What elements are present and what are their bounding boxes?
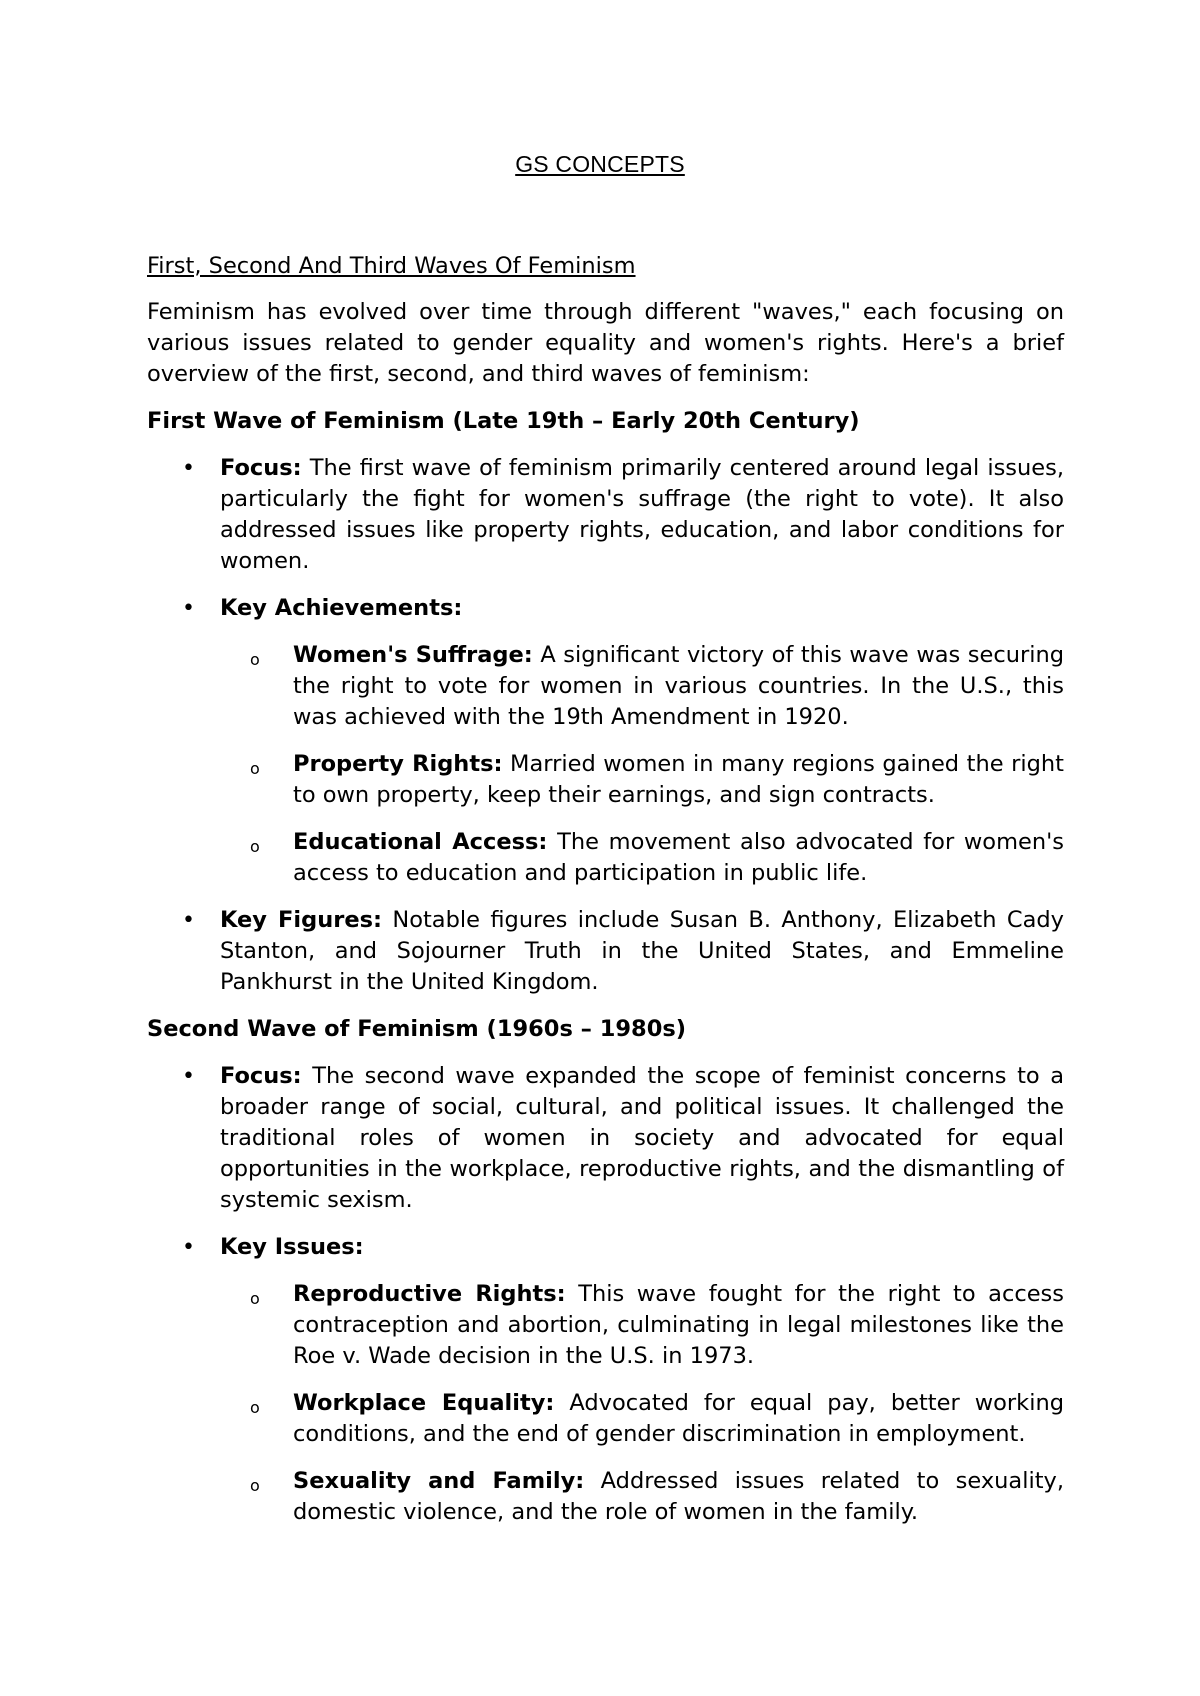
bullet-icon: • — [182, 1064, 195, 1089]
bullet-icon: • — [182, 596, 195, 621]
bullet-icon: • — [182, 1235, 195, 1260]
item-text: A significant victory of this wave was securing the right to vote for women in various countries. In the U.S., this was achieved with the 19th Amendment in 1920. — [293, 642, 1065, 730]
item-text: The movement also advocated for women's access to education and participation in public life. — [293, 829, 1065, 886]
item-text: This wave fought for the right to access contraception and abortion, culminating in legal milestones like the Roe v. Wade decision in the U.S. in 1973. — [293, 1281, 1064, 1369]
sub-list-item — [220, 640, 1064, 733]
item-text: The first wave of feminism primarily centered around legal issues, particularly the fight for women's suffrage (the right to vote). It also addressed issues like property rights, education, and labor conditions for women. — [220, 455, 1064, 574]
list-item — [147, 453, 1064, 577]
section-title: First, Second And Third Waves Of Feminism — [147, 253, 636, 279]
item-label: Focus: — [220, 1063, 302, 1089]
item-label: Key Figures: — [220, 907, 382, 933]
sub-bullet-icon: o — [250, 650, 260, 669]
sub-bullet-icon: o — [250, 759, 260, 778]
item-label: Workplace Equality: — [293, 1390, 555, 1416]
list-item — [147, 905, 1064, 998]
document-body — [147, 251, 1064, 1544]
sub-bullet-icon: o — [250, 1476, 260, 1495]
second-wave-heading: Second Wave of Feminism (1960s – 1980s) — [147, 1016, 687, 1042]
item-label: Key Issues: — [220, 1234, 364, 1260]
sub-bullet-icon: o — [250, 1289, 260, 1308]
item-label: Property Rights: — [293, 751, 503, 777]
item-label: Reproductive Rights: — [293, 1281, 566, 1307]
item-label: Women's Suffrage: — [293, 642, 533, 668]
sub-list-item — [220, 1279, 1064, 1372]
sub-list-item — [220, 749, 1064, 811]
item-label: Educational Access: — [293, 829, 548, 855]
sub-bullet-icon: o — [250, 1398, 260, 1417]
first-wave-heading: First Wave of Feminism (Late 19th – Early 20th Century) — [147, 408, 860, 434]
list-item — [147, 1232, 1064, 1528]
sub-list-item — [220, 1466, 1064, 1528]
second-wave-list — [147, 1061, 1064, 1528]
item-label: Sexuality and Family: — [293, 1468, 585, 1494]
item-text: The second wave expanded the scope of feminist concerns to a broader range of social, cultural, and political issues. It challenged the traditional roles of women in society and advocated for equal opportunities in the workplace, reproductive rights, and the dismantling of systemic sexism. — [220, 1063, 1064, 1213]
issues-sublist — [220, 1279, 1064, 1528]
intro-paragraph: Feminism has evolved over time through different "waves," each focusing on various issues related to gender equality and women's rights. Here's a brief overview of the first, second, and third waves of feminism: — [147, 299, 1064, 387]
list-item — [147, 1061, 1064, 1216]
sub-list-item — [220, 1388, 1064, 1450]
item-text: Advocated for equal pay, better working conditions, and the end of gender discrimination in employment. — [293, 1390, 1064, 1447]
item-text: Notable figures include Susan B. Anthony, Elizabeth Cady Stanton, and Sojourner Truth in the United States, and Emmeline Pankhurst in the United Kingdom. — [220, 907, 1064, 995]
document-title: GS CONCEPTS — [515, 151, 685, 177]
item-label: Key Achievements: — [220, 595, 463, 621]
list-item — [147, 593, 1064, 889]
first-wave-list — [147, 453, 1064, 998]
bullet-icon: • — [182, 908, 195, 933]
item-text: Married women in many regions gained the right to own property, keep their earnings, and sign contracts. — [293, 751, 1064, 808]
bullet-icon: • — [182, 456, 195, 481]
item-label: Focus: — [220, 455, 302, 481]
sub-bullet-icon: o — [250, 837, 260, 856]
item-text: Addressed issues related to sexuality, domestic violence, and the role of women in the family. — [293, 1468, 1064, 1525]
achievements-sublist — [220, 640, 1064, 889]
sub-list-item — [220, 827, 1064, 889]
